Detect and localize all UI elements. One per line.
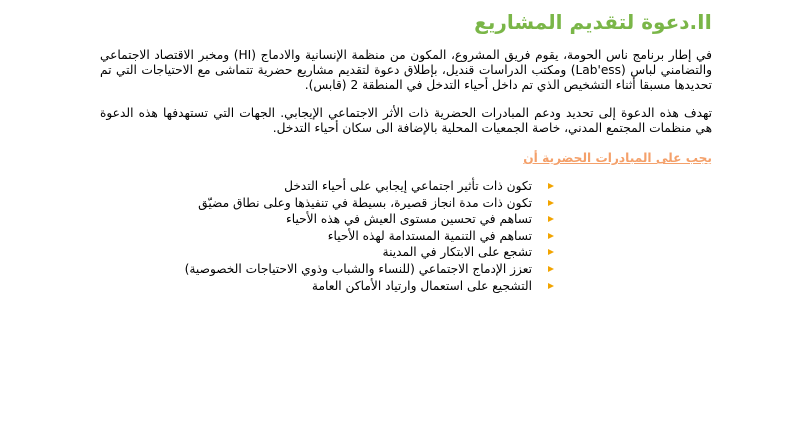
criteria-subheading: يجب على المبادرات الحضرية أن: [523, 151, 712, 166]
triangle-bullet-icon: [548, 283, 554, 289]
criteria-item: [100, 211, 554, 228]
triangle-bullet-icon: [548, 200, 554, 206]
criteria-item-text: تساهم في التنمية المستدامة لهذه الأحياء: [327, 228, 532, 243]
criteria-item-text: تكون ذات تأثير اجتماعي إيجابي على أحياء التدخل: [284, 179, 532, 194]
section-heading: II.دعوة لتقديم المشاريع: [474, 10, 712, 34]
criteria-item: [100, 228, 554, 245]
criteria-item-text: التشجيع على استعمال وارتياد الأماكن العامة: [311, 278, 532, 293]
document-page: [100, 8, 712, 294]
goal-paragraph: تهدف هذه الدعوة إلى تحديد ودعم المبادرات الحضرية ذات الأثر الاجتماعي الإيجابي. الجهات التي تستهدفها هذه الدعوة هي منظمات المجتمع المدني، خاصة الجمعيات المحلية بالإضافة الى سكان أحياء التدخل.: [100, 105, 712, 135]
criteria-item: [100, 244, 554, 261]
criteria-item: [100, 178, 554, 195]
criteria-item: [100, 261, 554, 278]
criteria-item-text: تعزز الإدماج الاجتماعي (للنساء والشباب وذوي الاحتياجات الخصوصية): [184, 261, 532, 276]
criteria-item-text: تشجع على الابتكار في المدينة: [382, 245, 532, 260]
intro-paragraph: في إطار برنامج ناس الحومة، يقوم فريق المشروع، المكون من منظمة الإنسانية والادماج (HI) ومخبر الاقتصاد الاجتماعي والتضامني لباس (Lab'ess) ومكتب الدراسات قنديل، بإطلاق دعوة لتقديم مشاريع حضرية تتماشى مع الاحتياجات التي تم تحديدها مسبقا أثناء التشخيص الذي تم داخل أحياء التدخل في المنطقة 2 (قابس).: [100, 48, 712, 93]
criteria-item: [100, 195, 554, 212]
criteria-list: [100, 178, 712, 294]
criteria-item-text: تكون ذات مدة انجاز قصيرة، بسيطة في تنفيذها وعلى نطاق مضيّق: [198, 195, 532, 210]
triangle-bullet-icon: [548, 249, 554, 255]
criteria-item: [100, 278, 554, 295]
triangle-bullet-icon: [548, 266, 554, 272]
criteria-item-text: تساهم في تحسين مستوى العيش في هذه الأحياء: [286, 212, 532, 227]
triangle-bullet-icon: [548, 183, 554, 189]
triangle-bullet-icon: [548, 233, 554, 239]
triangle-bullet-icon: [548, 216, 554, 222]
